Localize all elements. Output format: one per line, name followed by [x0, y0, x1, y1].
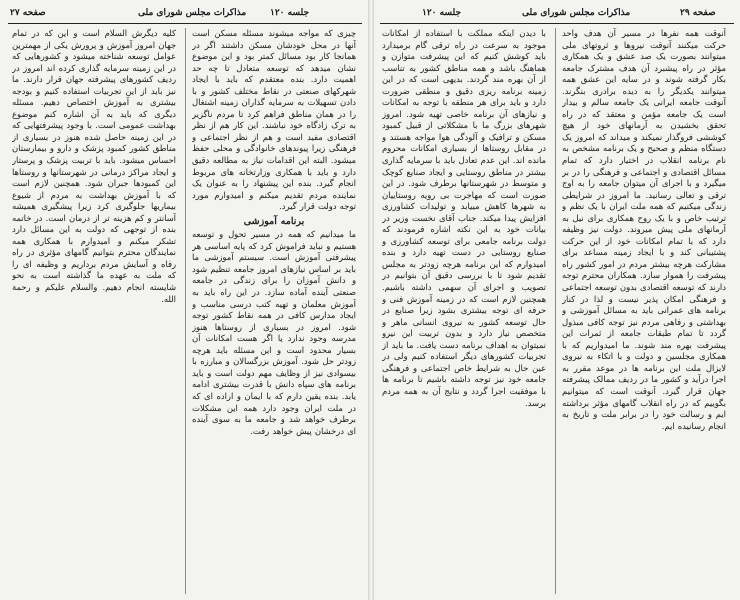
column-text: ما میدانیم که همه در مسیر تحول و توسعه هستیم و نباید فراموش کرد که پایه اساسی هر پیشرفتی آموزش است. سیستم آموزشی ما باید بر اساس نیازهای امروز جامعه تنظیم شود و دانش آموزان را برای زندگی در جامعه صنعتی آینده آماده سازد. در این راه باید به آموزش معلمان و تهیه کتب درسی مناسب و ایجاد مدارس کافی در همه نقاط کشور توجه شود. امروز در بسیاری از روستاها هنوز مدرسه وجود ندارد یا اگر هست امکانات آن بسیار محدود است و این مسئله باید هرچه زودتر حل شود. آموزش بزرگسالان و مبارزه با بیسوادی نیز از وظایف مهم دولت است و باید برنامه های سپاه دانش با قدرت بیشتری ادامه یابد. بنده یقین دارم که با ایمان و اراده ای که در ملت ایران وجود دارد همه این مشکلات برطرف خواهد شد و جامعه ما به سوی آینده ای درخشان پیش خواهد رفت.: [192, 229, 356, 436]
page-header: [10, 8, 360, 22]
page-29: [374, 0, 740, 600]
session-label: جلسه ۱۲۰: [270, 8, 310, 18]
column-text: با دیدن اینکه مملکت با استفاده از امکانات موجود به سرعت در راه ترقی گام برمیدارد باید کوشش کنیم که این پیشرفت متوازن و هماهنگ باشد و همه مناطق کشور به تناسب از آن بهره مند گردند. بدیهی است که در این زمینه برنامه ریزی دقیق و منطقی ضرورت دارد و باید برای هر منطقه با توجه به امکانات و نیازهای آن برنامه خاصی تهیه شود. امروز شهرهای بزرگ ما با مشکلاتی از قبیل کمبود مسکن و ترافیک و آلودگی هوا مواجه هستند و در مقابل روستاها از بسیاری امکانات محروم مانده اند. این عدم تعادل باید با سرمایه گذاری بیشتر در مناطق روستایی و ایجاد صنایع کوچک و متوسط در شهرستانها برطرف شود. در این صورت است که مهاجرت بی رویه روستاییان به شهرها کاهش مییابد و تولیدات کشاورزی افزایش پیدا میکند. جناب آقای نخست وزیر در بیانات خود به این نکته اشاره فرمودند که دولت برنامه جامعی برای توسعه کشاورزی و صنایع روستایی در دست تهیه دارد و بنده امیدوارم که این برنامه هرچه زودتر به مجلس تقدیم شود تا با بررسی دقیق آن بتوانیم در تصویب و اجرای آن سهمی داشته باشیم. همچنین لازم است که در زمینه آموزش فنی و حرفه ای توجه بیشتری بشود زیرا صنایع در حال توسعه کشور به نیروی انسانی ماهر و متخصص نیاز دارد و بدون تربیت این نیرو نمیتوان به اهداف برنامه دست یافت. ما باید از تجربیات کشورهای دیگر استفاده کنیم ولی در عین حال به شرایط خاص اجتماعی و فرهنگی جامعه خود نیز توجه داشته باشیم تا برنامه ها با موفقیت اجرا گردد و نتایج آن به همه مردم برسد.: [382, 28, 546, 408]
section-heading: برنامه آموزشی: [243, 215, 305, 227]
text-column-right: [192, 28, 356, 594]
column-divider: [185, 28, 186, 594]
text-column-left: [12, 28, 176, 594]
header-rule: [8, 23, 362, 24]
session-label: جلسه ۱۲۰: [422, 8, 462, 18]
page-title: مذاکرات مجلس شورای ملی: [522, 8, 631, 18]
text-column-right: [562, 28, 726, 594]
column-text: آنوقت همه نفرها در مسیر آن هدف واحد حرکت میکنند آنوقت نیروها و ثروتهای ملی میتوانند بصورت یک صد عشق و یک همکاری مؤثر در راه پیشبرد آن هدف مشترک جامعه بکار گرفته شوند و در سایه این عشق همه میتوانند یکدیگر را به دیده برادری بنگرند. آنوقت جامعه ایرانی یک جامعه سالم و بیدار است یک جامعه مؤمن و معتقد که در راه تحقق بخشیدن به آرمانهای خود از هیچ کوششی فروگذار نمیکند و میداند که امروز یک دستگاه منظم و صحیح و یک برنامه مشخص به نام برنامه انقلاب در اختیار دارد که تمام مسائل اقتصادی و اجتماعی و فرهنگی را در بر میگیرد و با اجرای آن میتوان جامعه را به اوج ترقی و تعالی رسانید. ما امروز در شرایطی زندگی میکنیم که همه ملت ایران با یک نظم و ترتیب خاص و با یک روح همکاری برای نیل به آرمانهای ملی پیش میروند. دولت نیز وظیفه دارد که با تمام امکانات خود از این حرکت پشتیبانی کند و با ایجاد زمینه مساعد برای مشارکت هرچه بیشتر مردم در امور کشور راه پیشرفت را هموار سازد. همکاران محترم توجه دارند که توسعه اقتصادی بدون توسعه اجتماعی و فرهنگی امکان پذیر نیست و لذا در کنار برنامه های عمرانی باید به مسائل آموزشی و بهداشتی و رفاهی مردم نیز توجه کافی مبذول گردد تا تمام طبقات جامعه از ثمرات این پیشرفت بهره مند شوند. ما امیدواریم که با همکاری مجلسین و دولت و با اتکاء به نیروی لایزال ملت این برنامه ها در موعد مقرر به اجرا درآید و کشور ما در ردیف ممالک پیشرفته جهان قرار گیرد. آنوقت است که میتوانیم بگوییم که در راه انقلاب گامهای مؤثر برداشته ایم و رسالت خود را در برابر ملت و تاریخ به انجام رسانیده ایم.: [562, 28, 726, 431]
page-number: صفحه ۲۷: [10, 8, 46, 18]
column-divider: [555, 28, 556, 594]
page-header: [382, 8, 732, 22]
page-title: مذاکرات مجلس شورای ملی: [138, 8, 247, 18]
page-27: [0, 0, 368, 600]
column-text: کلیه دیگرش السلام است و این که در تمام جهان امروز آموزش و پرورش یکی از مهمترین عوامل توسعه شناخته میشود و کشورهایی که در این زمینه سرمایه گذاری کرده اند امروز در ردیف کشورهای پیشرفته جهان قرار دارند. ما نیز باید از این تجربیات استفاده کنیم و بودجه بیشتری به آموزش اختصاص دهیم. مسئله دیگری که باید به آن اشاره کنم موضوع بهداشت عمومی است. با وجود پیشرفتهایی که در این زمینه حاصل شده هنوز در بسیاری از مناطق کشور کمبود پزشک و دارو و بیمارستان احساس میشود. باید با تربیت پزشک و پرستار و ایجاد مراکز درمانی در شهرستانها و روستاها این کمبودها جبران شود. همچنین لازم است که با آموزش بهداشت به مردم از شیوع بیماریها جلوگیری کرد زیرا پیشگیری همیشه آسانتر و کم هزینه تر از درمان است. در خاتمه بنده از توجهی که دولت به این مسائل دارد تشکر میکنم و امیدوارم با همکاری همه نمایندگان محترم بتوانیم گامهای مؤثری در راه رفاه و آسایش مردم برداریم و وظیفه ای را که ملت به عهده ما گذاشته است به نحو شایسته انجام دهیم. والسلام علیکم و رحمة الله.: [12, 28, 176, 304]
page-number: صفحه ۲۹: [680, 8, 716, 18]
header-rule: [380, 23, 734, 24]
text-column-left: [382, 28, 546, 594]
column-text: چیزی که مواجه میشوند مسئله مسکن است آنها در محل خودشان مسکن داشتند اگر در همانجا کار بود مسائل کمتر بود و این موضوع نشان میدهد که توسعه متعادل تا چه حد اهمیت دارد. بنده معتقدم که باید با ایجاد شهرکهای صنعتی در نقاط مختلف کشور و با دادن تسهیلات به سرمایه گذاران زمینه اشتغال را در همان مناطق فراهم کرد تا مردم ناگزیر به ترک زادگاه خود نباشند. این کار هم از نظر اقتصادی مفید است و هم از نظر اجتماعی و فرهنگی زیرا پیوندهای خانوادگی و محلی حفظ میشود. البته این اقدامات نیاز به مطالعه دقیق دارد و باید با همکاری وزارتخانه های مربوط انجام گیرد. بنده این پیشنهاد را به عنوان یک نماینده مردم تقدیم میکنم و امیدوارم مورد توجه دولت قرار گیرد.: [192, 28, 356, 212]
